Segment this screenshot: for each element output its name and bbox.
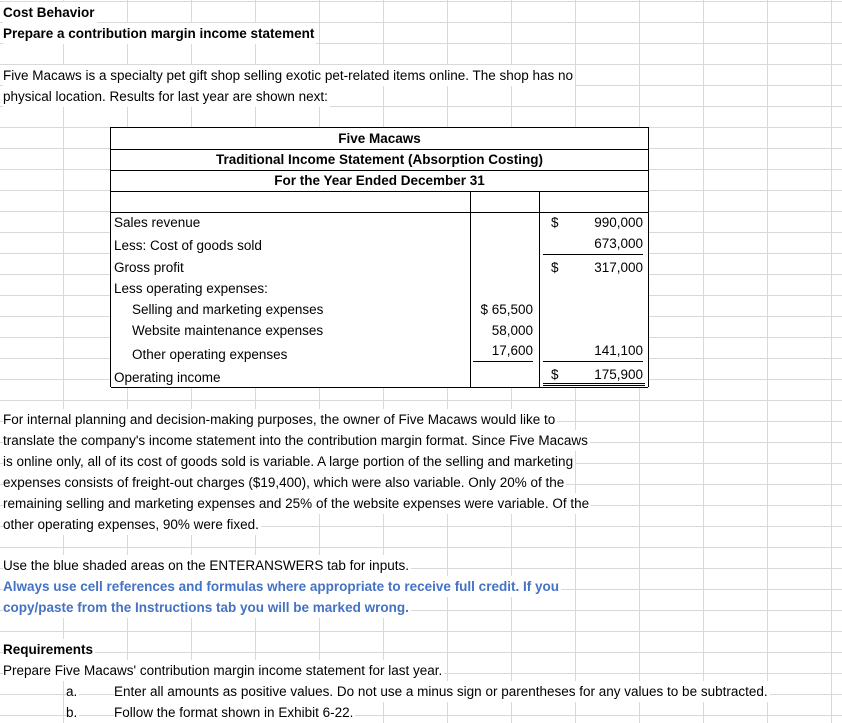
- row-total-opex-value: 141,100: [543, 340, 643, 362]
- requirement-a-text: Enter all amounts as positive values. Do not use a minus sign or parentheses for any values to be subtracted.: [114, 681, 770, 702]
- statement-company: Five Macaws: [338, 131, 421, 146]
- warning-line-1: Always use cell references and formulas where appropriate to receive full credit. If you: [3, 576, 561, 597]
- requirements-heading: Requirements: [3, 639, 95, 660]
- row-sales-value: 990,000: [594, 215, 643, 230]
- use-note: Use the blue shaded areas on the ENTERANSWERS tab for inputs.: [3, 555, 411, 576]
- row-selling-value: $ 65,500: [480, 302, 533, 317]
- row-other-value: 17,600: [473, 340, 533, 362]
- row-cogs-label: Less: Cost of goods sold: [114, 238, 262, 253]
- body-line-5: remaining selling and marketing expenses and 25% of the website expenses were variable. Of the: [3, 493, 591, 514]
- row-sales-label: Sales revenue: [114, 215, 201, 230]
- row-gross-label: Gross profit: [114, 260, 184, 275]
- row-selling-label: Selling and marketing expenses: [132, 302, 324, 317]
- requirement-b-text: Follow the format shown in Exhibit 6-22.: [114, 702, 355, 723]
- intro-line-1: Five Macaws is a specialty pet gift shop selling exotic pet-related items online. The shop has no: [3, 65, 575, 86]
- intro-line-2: physical location. Results for last year are shown next:: [3, 86, 330, 107]
- statement-period: For the Year Ended December 31: [274, 173, 485, 188]
- body-line-6: other operating expenses, 90% were fixed.: [3, 514, 261, 535]
- body-line-4: expenses consists of freight-out charges ($19,400), which were also variable. Only 20% of the: [3, 472, 566, 493]
- body-line-1: For internal planning and decision-making purposes, the owner of Five Macaws would like to: [3, 409, 557, 430]
- requirement-b-letter: b.: [66, 702, 79, 723]
- row-sales-dollar: $: [551, 215, 559, 230]
- row-website-label: Website maintenance expenses: [132, 323, 324, 338]
- requirement-a-letter: a.: [66, 681, 79, 702]
- statement-name: Traditional Income Statement (Absorption Costing): [215, 152, 543, 167]
- body-line-3: is online only, all of its cost of goods sold is variable. A large portion of the selling and marketing: [3, 451, 575, 472]
- page-subtitle: Prepare a contribution margin income statement: [3, 23, 316, 44]
- row-opinc-dollar: $: [551, 367, 559, 382]
- row-website-value: 58,000: [491, 323, 533, 338]
- row-gross-dollar: $: [551, 260, 559, 275]
- row-opinc-label: Operating income: [114, 370, 221, 385]
- warning-line-2: copy/paste from the Instructions tab you will be marked wrong.: [3, 597, 411, 618]
- row-cogs-value: 673,000: [543, 233, 643, 255]
- row-gross-value: 317,000: [594, 260, 643, 275]
- body-line-2: translate the company's income statement into the contribution margin format. Since Five Macaws: [3, 430, 590, 451]
- requirements-text: Prepare Five Macaws' contribution margin income statement for last year.: [3, 660, 444, 681]
- income-statement: [110, 127, 649, 387]
- row-opinc-value: 175,900: [594, 367, 643, 382]
- row-other-label: Other operating expenses: [132, 347, 288, 362]
- row-opex-label: Less operating expenses:: [114, 281, 268, 296]
- page-title: Cost Behavior: [3, 2, 97, 23]
